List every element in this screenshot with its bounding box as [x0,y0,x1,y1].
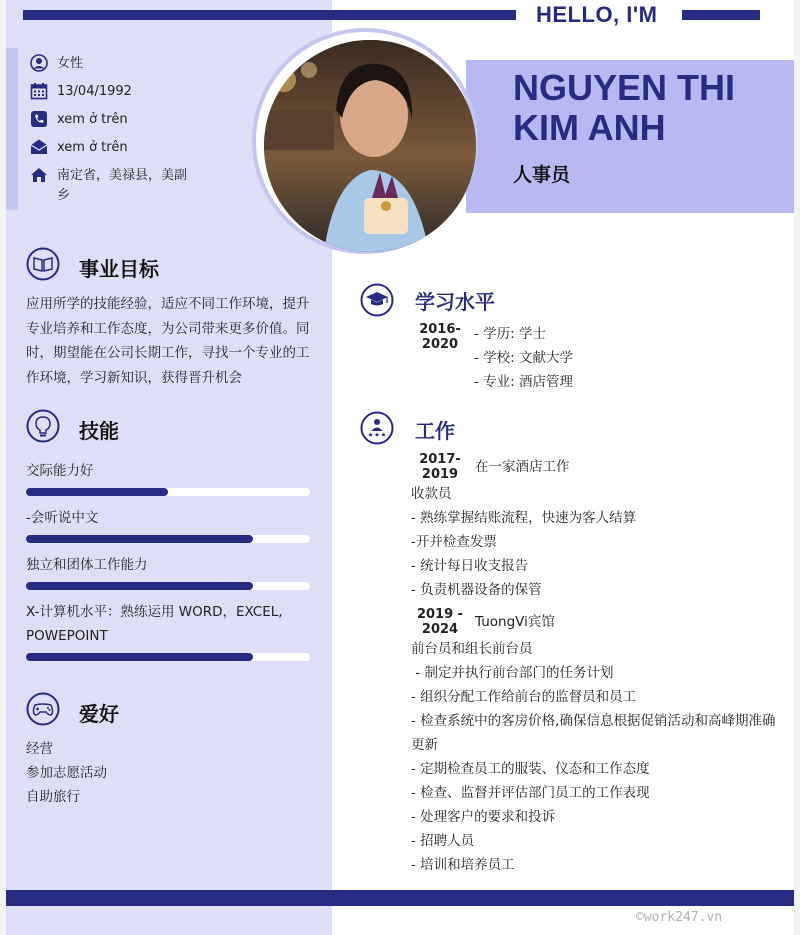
job-line: - 定期检查员工的服装、仪态和工作态度 [411,761,650,777]
skill-label: X-计算机水平：熟练运用 WORD，EXCEL, POWEPOINT [26,604,283,644]
hobby-item: 参加志愿活动 [26,765,107,781]
skill-bar-fill [26,653,253,661]
skills-title: 技能 [79,419,119,443]
job-year-end: 2024 [421,622,459,637]
user-icon [30,54,48,72]
skill-label: -会听说中文 [26,510,99,526]
education-line: - 学历: 学士 [474,326,547,342]
lightbulb-icon [26,409,60,443]
full-name [513,68,735,148]
education-years [414,322,466,352]
calendar-icon [30,82,48,100]
gamepad-icon [26,692,60,726]
name-line-2: KIM ANH [513,107,666,148]
job-line: - 负责机器设备的保管 [411,582,542,598]
hobbies-title: 爱好 [79,702,119,726]
job-line: - 检查系统中的客房价格,确保信息根据促销活动和高峰期准确更新 [411,713,776,753]
job-year-start: 2019 - [416,607,464,622]
top-bar-right [682,10,760,20]
objective-text: 应用所学的技能经验，适应不同工作环境，提升专业培养和工作态度，为公司带来更多价值。同时，期望能在公司长期工作，寻找一个专业的工作环境，学习新知识，获得晋升机会 [26,296,310,386]
hobby-item: 自助旅行 [26,789,80,805]
name-line-1: NGUYEN THI [513,67,736,108]
profile-photo [264,40,476,252]
job-line: - 处理客户的要求和投诉 [411,809,556,825]
work-title: 工作 [415,419,455,443]
job-company: TuongVi宾馆 [475,614,555,630]
job-line: - 组织分配工作给前台的监督员和员工 [411,689,637,705]
job-line: 收款员 [411,486,452,502]
job-years [414,607,466,637]
job-line: - 检查、监督并评估部门员工的工作表现 [411,785,650,801]
book-icon [26,247,60,281]
birthday-text: 13/04/1992 [57,84,132,99]
job-line: - 熟练掌握结账流程，快速为客人结算 [411,510,637,526]
job-details [411,482,781,602]
education-year-start: 2016- [419,322,461,337]
education-title: 学习水平 [415,290,495,314]
hobby-item: 经营 [26,741,53,757]
hobbies-list [26,737,107,809]
skill-label: 交际能力好 [26,463,94,479]
job-years [414,452,466,482]
graduation-cap-icon [360,283,394,317]
skill-bar [26,488,310,496]
watermark: ©work247.vn [636,910,723,925]
phone-text: xem ở trên [57,112,128,127]
education-details [474,322,573,394]
email-text: xem ở trên [57,140,128,155]
job-role: 人事员 [513,164,571,186]
photo-placeholder [264,40,476,252]
job-line: - 制定并执行前台部门的任务计划 [411,665,614,681]
skill-bar-fill [26,488,168,496]
home-icon [30,166,48,184]
job-details [411,637,781,877]
skill-label: 独立和团体工作能力 [26,557,148,573]
top-bar-left [23,10,516,20]
phone-icon [30,110,48,128]
skill-bar-fill [26,582,253,590]
email-icon [30,138,48,156]
bottom-bar [6,890,794,906]
job-line: 前台员和组长前台员 [411,641,533,657]
skill-bar-fill [26,535,253,543]
job-line: - 招聘人员 [411,833,475,849]
objective-title: 事业目标 [79,257,159,281]
address-text: 南定省，美禄县，美副乡 [57,168,188,203]
job-year-start: 2017- [419,452,461,467]
job-company: 在一家酒店工作 [475,459,570,475]
skill-bar [26,653,310,661]
education-line: - 学校: 文献大学 [474,350,574,366]
education-line: - 专业: 酒店管理 [474,374,574,390]
job-line: - 培训和培养员工 [411,857,515,873]
education-year-end: 2020 [421,337,459,352]
job-line: -开并检查发票 [411,534,497,550]
resume-page [6,0,794,935]
job-line: - 统计每日收支报告 [411,558,529,574]
job-year-end: 2019 [421,467,459,482]
team-icon [360,411,394,445]
contact-accent [6,48,18,210]
skill-bar [26,535,310,543]
greeting: HELLO, I'M [536,2,658,27]
skill-bar [26,582,310,590]
gender-text: 女性 [57,56,84,71]
